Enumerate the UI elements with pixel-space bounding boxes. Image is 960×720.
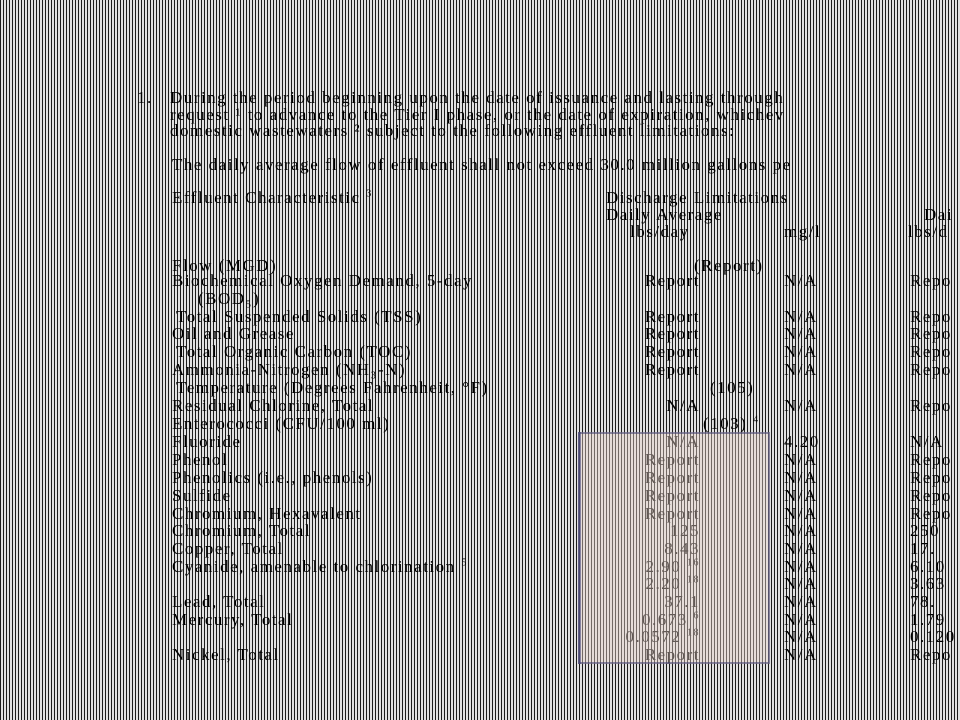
- row-daily-max: Repo: [910, 324, 952, 343]
- row-avg-mg: N/A: [784, 627, 818, 646]
- row-name: (BOD₅): [198, 289, 261, 308]
- row-avg-mg: N/A: [784, 324, 818, 343]
- row-merged-value: (103) $^4$: [703, 414, 760, 433]
- row-avg-mg: N/A: [784, 396, 818, 415]
- paragraph-number: 1.: [137, 88, 153, 107]
- daily-average-header: Daily Average: [606, 205, 723, 224]
- row-name: Enterococci (CFU/100 ml): [172, 414, 391, 433]
- row-avg-lbs: Report: [644, 342, 700, 361]
- row-name: Total Organic Carbon (TOC): [176, 342, 412, 361]
- row-name: Phenolics (i.e., phenols): [172, 468, 374, 487]
- row-avg-mg: N/A: [784, 360, 818, 379]
- unit-mg-per-l: mg/l: [784, 222, 822, 241]
- row-name: Oil and Grease: [172, 324, 295, 343]
- row-daily-max: Repo: [910, 307, 952, 326]
- row-avg-mg: N/A: [784, 504, 818, 523]
- flow-statement: The daily average flow of effluent shall not exceed 30.0 million gallons pe: [172, 155, 792, 174]
- row-avg-mg: N/A: [784, 486, 818, 505]
- row-name: Phenol: [172, 450, 229, 469]
- row-name: Chromium, Hexavalent: [172, 504, 362, 523]
- row-name: Biochemical Oxygen Demand, 5-day: [172, 271, 474, 290]
- row-avg-lbs: N/A: [666, 432, 700, 451]
- row-daily-max: Repo: [910, 396, 952, 415]
- intro-line-2: request ¹ to advance to the Tier I phase, or the date of expiration, whichev: [170, 105, 785, 124]
- row-avg-lbs: Report: [644, 450, 700, 469]
- row-avg-lbs-footnote: 18: [687, 574, 700, 586]
- row-daily-max: Repo: [910, 450, 952, 469]
- row-avg-mg: N/A: [784, 557, 818, 576]
- row-name-footnote: 5: [461, 557, 468, 569]
- row-avg-lbs-footnote: 18: [687, 627, 700, 639]
- row-daily-max: 250: [910, 521, 940, 540]
- row-daily-max: 17.: [910, 539, 936, 558]
- row-daily-max: Repo: [910, 645, 952, 664]
- row-name: Copper, Total: [172, 539, 284, 558]
- row-avg-lbs: Report: [644, 360, 700, 379]
- row-daily-max: 0.120: [910, 627, 956, 646]
- row-avg-lbs: Report: [644, 468, 700, 487]
- row-avg-lbs: 125: [670, 521, 700, 540]
- row-avg-mg: N/A: [784, 610, 818, 629]
- row-avg-mg: N/A: [784, 574, 818, 593]
- discharge-limitations-header: Discharge Limitations: [606, 188, 789, 207]
- row-avg-mg: N/A: [784, 539, 818, 558]
- row-merged-value-footnote: 4: [753, 414, 760, 426]
- row-avg-mg: N/A: [784, 450, 818, 469]
- row-avg-lbs: Report: [644, 504, 700, 523]
- unit-lbs-per-day: lbs/day: [630, 222, 690, 241]
- highlight-overlay: [578, 432, 770, 664]
- row-daily-max: N/A: [910, 432, 944, 451]
- row-avg-lbs: Report: [644, 307, 700, 326]
- row-daily-max: Repo: [910, 271, 952, 290]
- row-name: Total Suspended Solids (TSS): [176, 307, 423, 326]
- row-merged-value: (105): [710, 378, 755, 397]
- row-avg-lbs: Report: [644, 271, 700, 290]
- row-avg-lbs: 0.0572 $^{18}$: [625, 627, 700, 646]
- daily-max-header: Dai: [924, 205, 954, 224]
- row-avg-mg: N/A: [784, 307, 818, 326]
- row-name: Mercury, Total: [172, 610, 294, 629]
- row-avg-lbs: 2.90 $^{16}$: [645, 557, 700, 576]
- row-avg-lbs: 8.43: [664, 539, 700, 558]
- row-daily-max: Repo: [910, 504, 952, 523]
- row-daily-max: Repo: [910, 360, 952, 379]
- row-name: Cyanide, amenable to chlorination $^5$: [172, 557, 468, 576]
- row-avg-lbs-footnote: 16: [687, 557, 700, 569]
- row-name: Nickel, Total: [172, 645, 280, 664]
- row-name: Residual Chlorine, Total: [172, 396, 375, 415]
- row-name: Fluoride: [172, 432, 242, 451]
- row-avg-lbs: 37.1: [664, 592, 700, 611]
- row-merged-value: (Report): [694, 256, 764, 275]
- row-avg-lbs: 2.20 $^{18}$: [645, 574, 700, 593]
- row-name: Temperature (Degrees Fahrenheit, °F): [176, 378, 489, 397]
- row-avg-mg: N/A: [784, 521, 818, 540]
- row-name: Chromium, Total: [172, 521, 312, 540]
- unit-lbs-per-day-max: lbs/d: [908, 222, 949, 241]
- row-avg-mg: N/A: [784, 468, 818, 487]
- intro-line-1: During the period beginning upon the date of issuance and lasting through: [170, 88, 785, 107]
- row-avg-mg: 4.20: [784, 432, 820, 451]
- row-daily-max: Repo: [910, 468, 952, 487]
- row-name: Lead, Total: [172, 592, 266, 611]
- intro-line-3: domestic wastewaters ² subject to the following effluent limitations:: [170, 121, 736, 140]
- row-avg-mg: N/A: [784, 271, 818, 290]
- row-avg-mg: N/A: [784, 342, 818, 361]
- row-daily-max: 6.10: [910, 557, 946, 576]
- row-avg-lbs: N/A: [666, 396, 700, 415]
- row-avg-lbs-footnote: 6: [693, 610, 700, 622]
- row-name: Flow (MGD): [172, 256, 278, 275]
- row-daily-max: Repo: [910, 486, 952, 505]
- row-avg-lbs: Report: [644, 324, 700, 343]
- row-daily-max: 3.63: [910, 574, 946, 593]
- row-avg-mg: N/A: [784, 645, 818, 664]
- row-name: Ammonia-Nitrogen (NH₃-N): [172, 360, 407, 379]
- row-name: Sulfide: [172, 486, 232, 505]
- row-avg-mg: N/A: [784, 592, 818, 611]
- row-avg-lbs: Report: [644, 645, 700, 664]
- row-avg-lbs: 0.673 $^6$: [642, 610, 700, 629]
- effluent-characteristic-header: Effluent Characteristic $^3$: [172, 188, 373, 207]
- row-daily-max: 78.: [910, 592, 936, 611]
- row-daily-max: Repo: [910, 342, 952, 361]
- row-avg-lbs: Report: [644, 486, 700, 505]
- row-daily-max: 1.79: [910, 610, 946, 629]
